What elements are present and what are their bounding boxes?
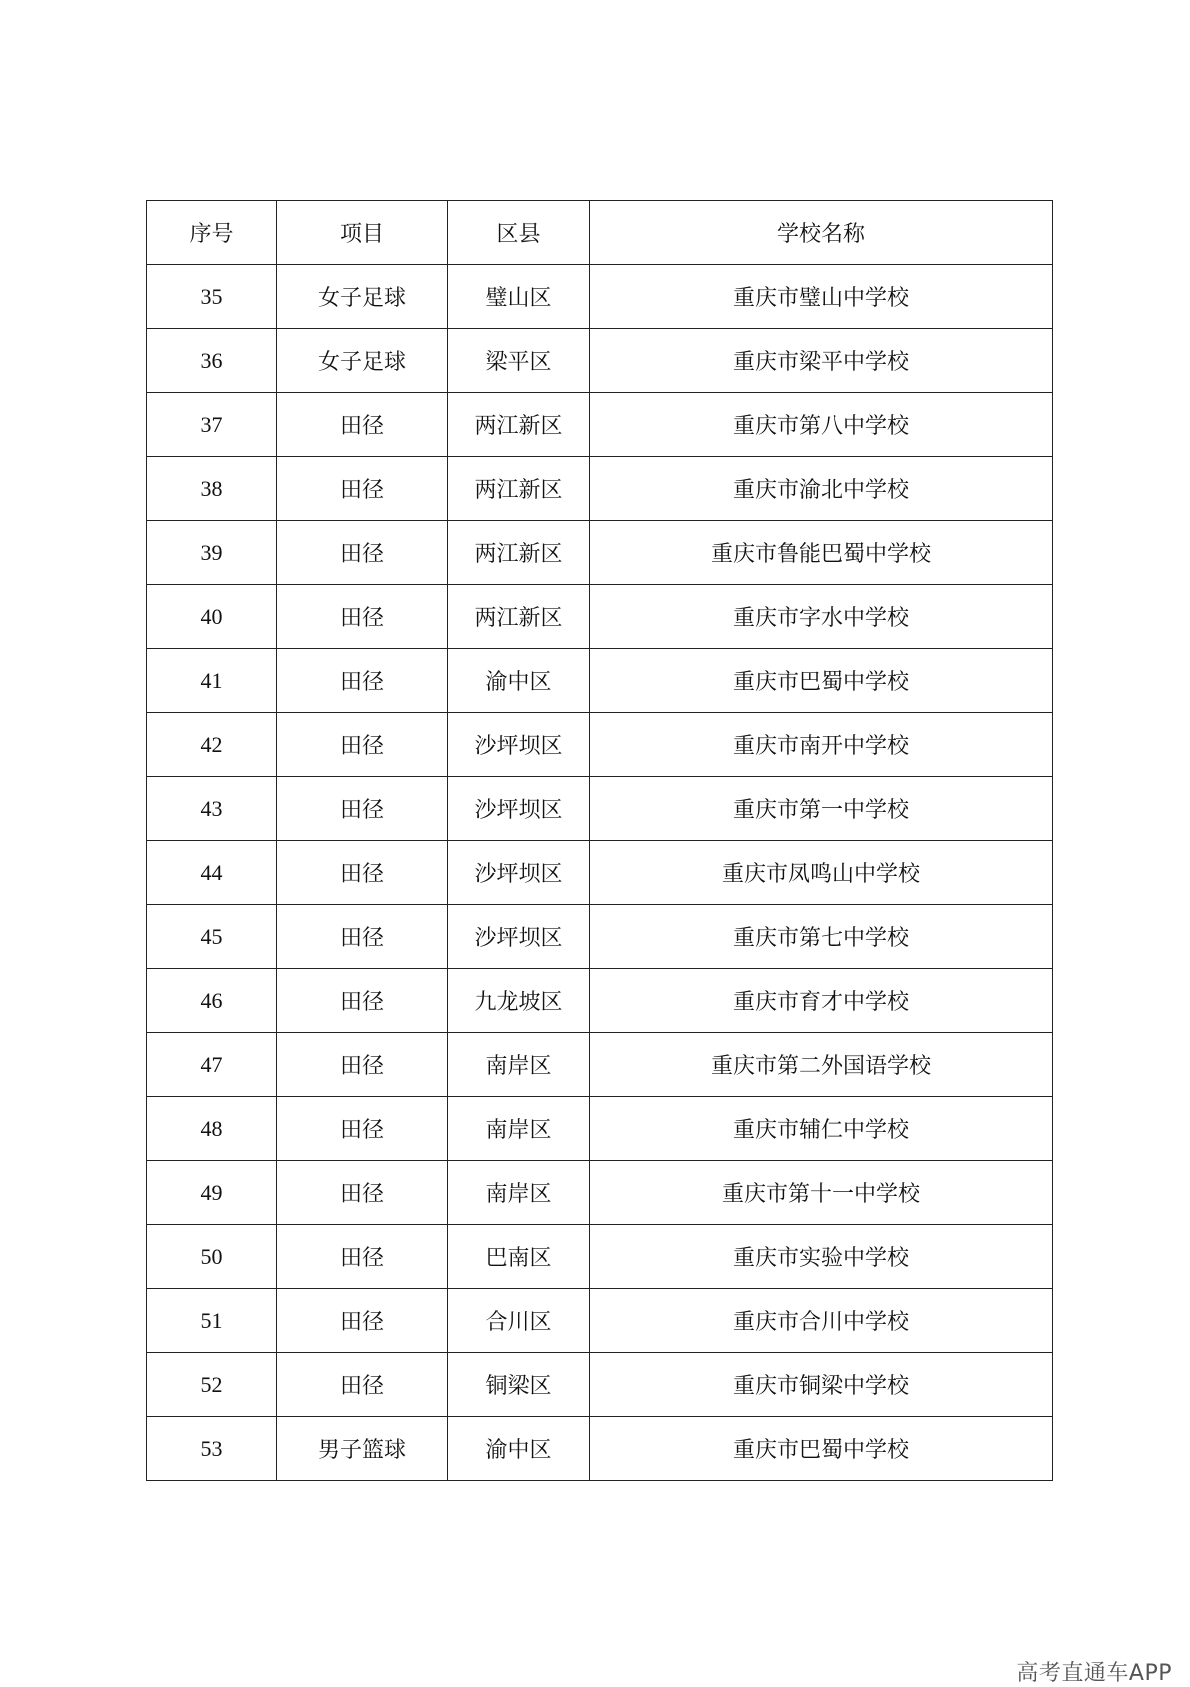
cell-district: 两江新区 [448,521,590,585]
cell-sport: 女子足球 [277,265,448,329]
cell-sport: 田径 [277,1353,448,1417]
table-row [147,777,1053,841]
cell-index: 47 [147,1033,277,1097]
table-row [147,457,1053,521]
cell-district: 两江新区 [448,457,590,521]
cell-district: 两江新区 [448,585,590,649]
cell-district: 沙坪坝区 [448,713,590,777]
cell-sport: 田径 [277,521,448,585]
header-index: 序号 [147,201,277,265]
table-row [147,265,1053,329]
cell-index: 35 [147,265,277,329]
table-row [147,521,1053,585]
cell-index: 37 [147,393,277,457]
table-row [147,393,1053,457]
table-row [147,1417,1053,1481]
cell-index: 42 [147,713,277,777]
cell-sport: 男子篮球 [277,1417,448,1481]
cell-index: 45 [147,905,277,969]
cell-school-name: 重庆市实验中学校 [590,1225,1053,1289]
cell-school-name: 重庆市合川中学校 [590,1289,1053,1353]
cell-sport: 田径 [277,777,448,841]
cell-school-name: 重庆市渝北中学校 [590,457,1053,521]
table-row [147,1033,1053,1097]
cell-index: 43 [147,777,277,841]
cell-index: 52 [147,1353,277,1417]
cell-school-name: 重庆市南开中学校 [590,713,1053,777]
cell-index: 53 [147,1417,277,1481]
cell-school-name: 重庆市育才中学校 [590,969,1053,1033]
cell-school-name: 重庆市第十一中学校 [590,1161,1053,1225]
cell-sport: 女子足球 [277,329,448,393]
cell-school-name: 重庆市梁平中学校 [590,329,1053,393]
cell-district: 九龙坡区 [448,969,590,1033]
header-sport: 项目 [277,201,448,265]
cell-index: 40 [147,585,277,649]
cell-district: 合川区 [448,1289,590,1353]
table-row [147,1225,1053,1289]
cell-school-name: 重庆市字水中学校 [590,585,1053,649]
table-header-row [147,201,1053,265]
cell-sport: 田径 [277,649,448,713]
cell-district: 南岸区 [448,1161,590,1225]
table-row [147,1289,1053,1353]
cell-school-name: 重庆市第八中学校 [590,393,1053,457]
cell-district: 渝中区 [448,649,590,713]
cell-school-name: 重庆市璧山中学校 [590,265,1053,329]
cell-sport: 田径 [277,905,448,969]
cell-district: 渝中区 [448,1417,590,1481]
school-list-table [146,200,1053,1481]
cell-district: 梁平区 [448,329,590,393]
cell-index: 50 [147,1225,277,1289]
table-row [147,585,1053,649]
cell-index: 44 [147,841,277,905]
cell-school-name: 重庆市第一中学校 [590,777,1053,841]
cell-district: 两江新区 [448,393,590,457]
cell-sport: 田径 [277,393,448,457]
cell-sport: 田径 [277,1225,448,1289]
cell-school-name: 重庆市巴蜀中学校 [590,649,1053,713]
cell-district: 南岸区 [448,1097,590,1161]
watermark: 高考直通车APP [1016,1661,1172,1686]
cell-index: 41 [147,649,277,713]
header-district: 区县 [448,201,590,265]
cell-district: 沙坪坝区 [448,777,590,841]
cell-sport: 田径 [277,1097,448,1161]
cell-sport: 田径 [277,1289,448,1353]
cell-school-name: 重庆市巴蜀中学校 [590,1417,1053,1481]
table-row [147,841,1053,905]
table-row [147,1161,1053,1225]
cell-district: 沙坪坝区 [448,841,590,905]
cell-sport: 田径 [277,841,448,905]
table-body [147,265,1053,1481]
cell-sport: 田径 [277,969,448,1033]
table-row [147,1097,1053,1161]
cell-sport: 田径 [277,713,448,777]
cell-school-name: 重庆市第七中学校 [590,905,1053,969]
cell-index: 51 [147,1289,277,1353]
cell-index: 38 [147,457,277,521]
cell-school-name: 重庆市辅仁中学校 [590,1097,1053,1161]
cell-index: 36 [147,329,277,393]
cell-school-name: 重庆市第二外国语学校 [590,1033,1053,1097]
cell-school-name: 重庆市鲁能巴蜀中学校 [590,521,1053,585]
cell-sport: 田径 [277,585,448,649]
cell-district: 南岸区 [448,1033,590,1097]
table-row [147,1353,1053,1417]
table-row [147,969,1053,1033]
cell-school-name: 重庆市凤鸣山中学校 [590,841,1053,905]
cell-index: 48 [147,1097,277,1161]
cell-district: 铜梁区 [448,1353,590,1417]
cell-district: 巴南区 [448,1225,590,1289]
cell-index: 46 [147,969,277,1033]
cell-index: 39 [147,521,277,585]
header-school-name: 学校名称 [590,201,1053,265]
table-row [147,905,1053,969]
cell-sport: 田径 [277,1033,448,1097]
cell-district: 璧山区 [448,265,590,329]
cell-sport: 田径 [277,457,448,521]
cell-school-name: 重庆市铜梁中学校 [590,1353,1053,1417]
cell-index: 49 [147,1161,277,1225]
cell-district: 沙坪坝区 [448,905,590,969]
cell-sport: 田径 [277,1161,448,1225]
table-row [147,649,1053,713]
table-row [147,329,1053,393]
table-row [147,713,1053,777]
